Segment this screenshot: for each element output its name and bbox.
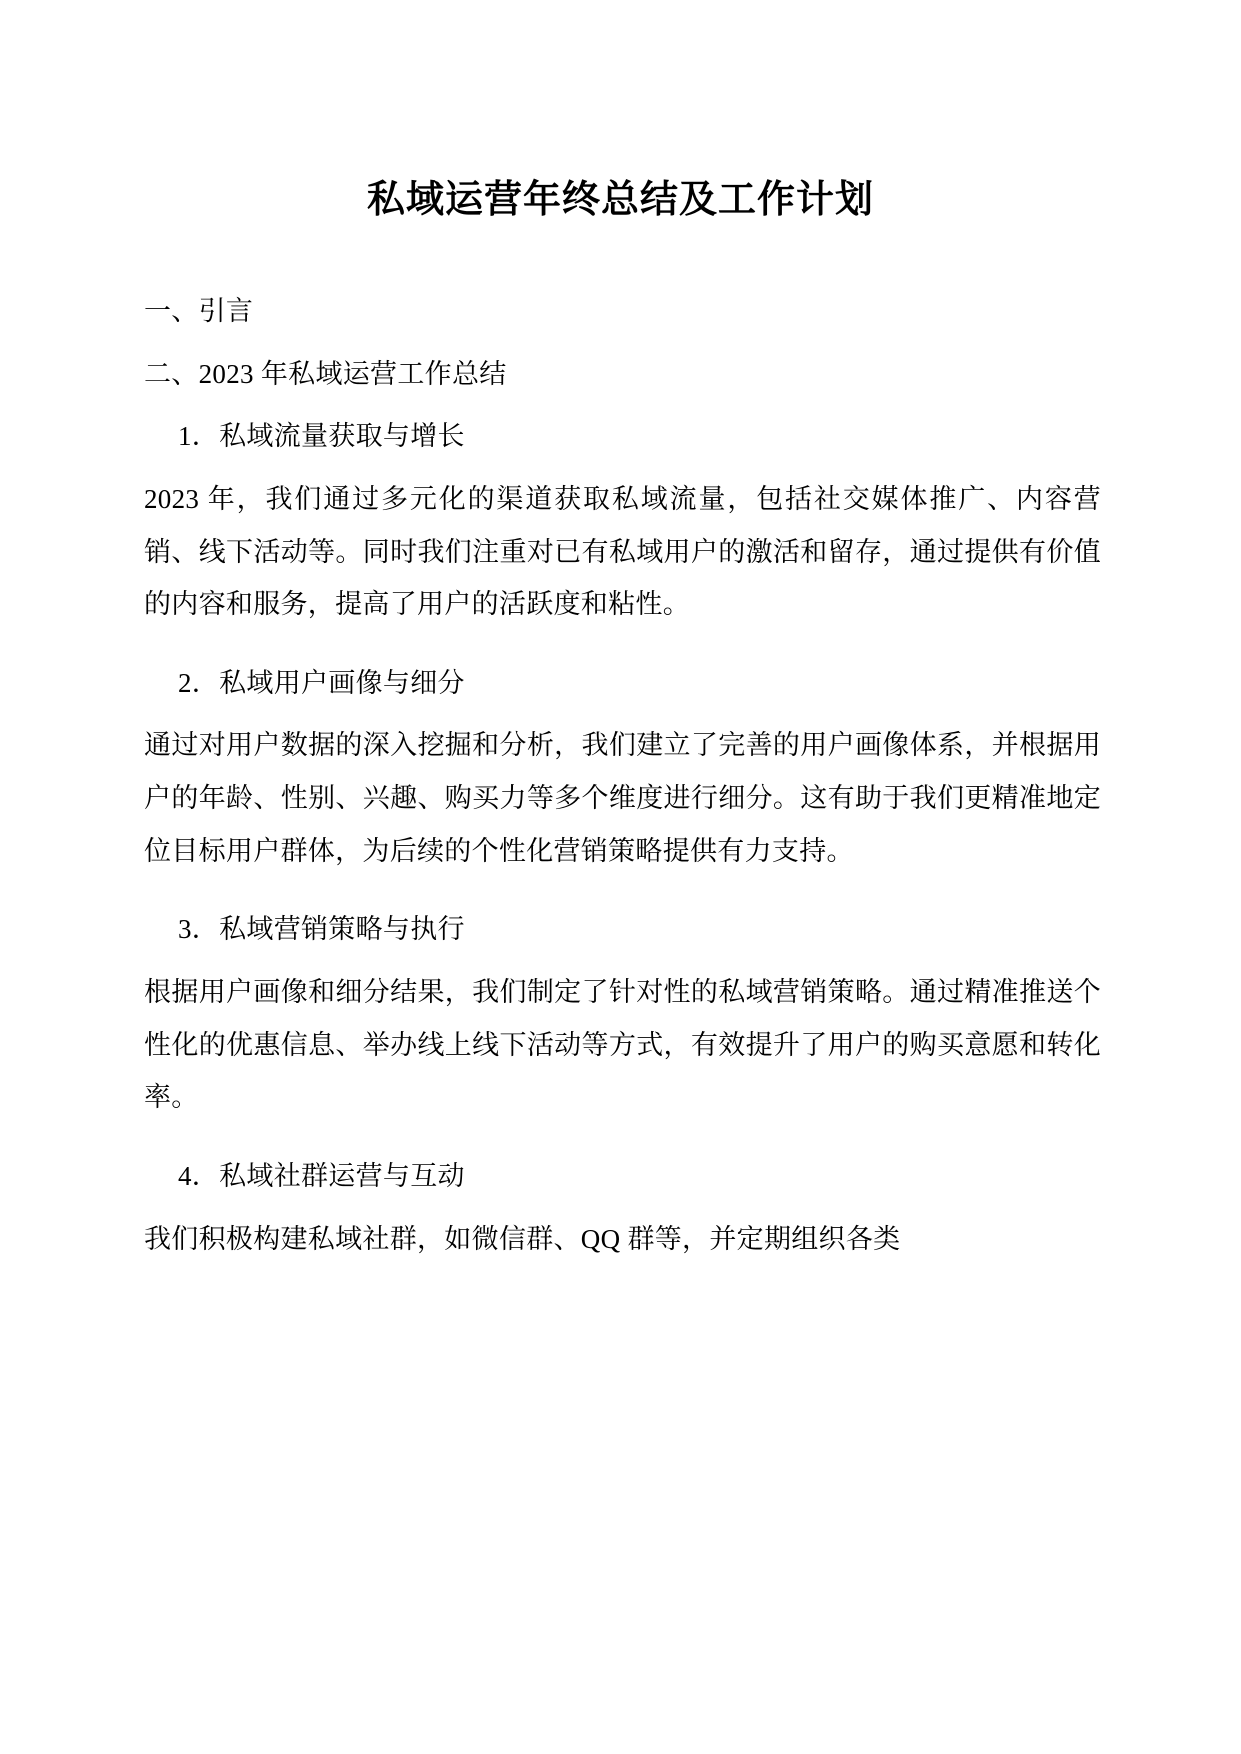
subsection-heading-marketing-strategy: 3．私域营销策略与执行 — [178, 914, 465, 945]
section-heading-introduction: 一、引言 — [144, 296, 254, 326]
body-paragraph-marketing-strategy: 根据用户画像和细分结果，我们制定了针对性的私域营销策略。通过精准推送个性化的优惠信息、举办线上线下活动等方式，有效提升了用户的购买意愿和转化率。 — [144, 977, 1101, 1113]
body-paragraph-user-profile: 通过对用户数据的深入挖掘和分析，我们建立了完善的用户画像体系，并根据用户的年龄、性别、兴趣、购买力等多个维度进行细分。这有助于我们更精准地定位目标用户群体，为后续的个性化营销策略提供有力支持。 — [144, 730, 1101, 866]
section-heading-annual-summary: 二、2023 年私域运营工作总结 — [144, 358, 507, 389]
subsection-heading-user-profile: 2．私域用户画像与细分 — [178, 667, 465, 698]
body-paragraph-traffic-growth: 2023 年，我们通过多元化的渠道获取私域流量，包括社交媒体推广、内容营销、线下活动等。同时我们注重对已有私域用户的激活和留存，通过提供有价值的内容和服务，提高了用户的活跃度和粘性。 — [144, 483, 1101, 620]
subsection-heading-community-operation: 4．私域社群运营与互动 — [178, 1160, 465, 1191]
page-title: 私域运营年终总结及工作计划 — [366, 179, 874, 221]
body-paragraph-community-operation: 我们积极构建私域社群，如微信群、QQ 群等，并定期组织各类 — [144, 1223, 901, 1254]
subsection-heading-traffic-growth: 1．私域流量获取与增长 — [178, 421, 465, 452]
